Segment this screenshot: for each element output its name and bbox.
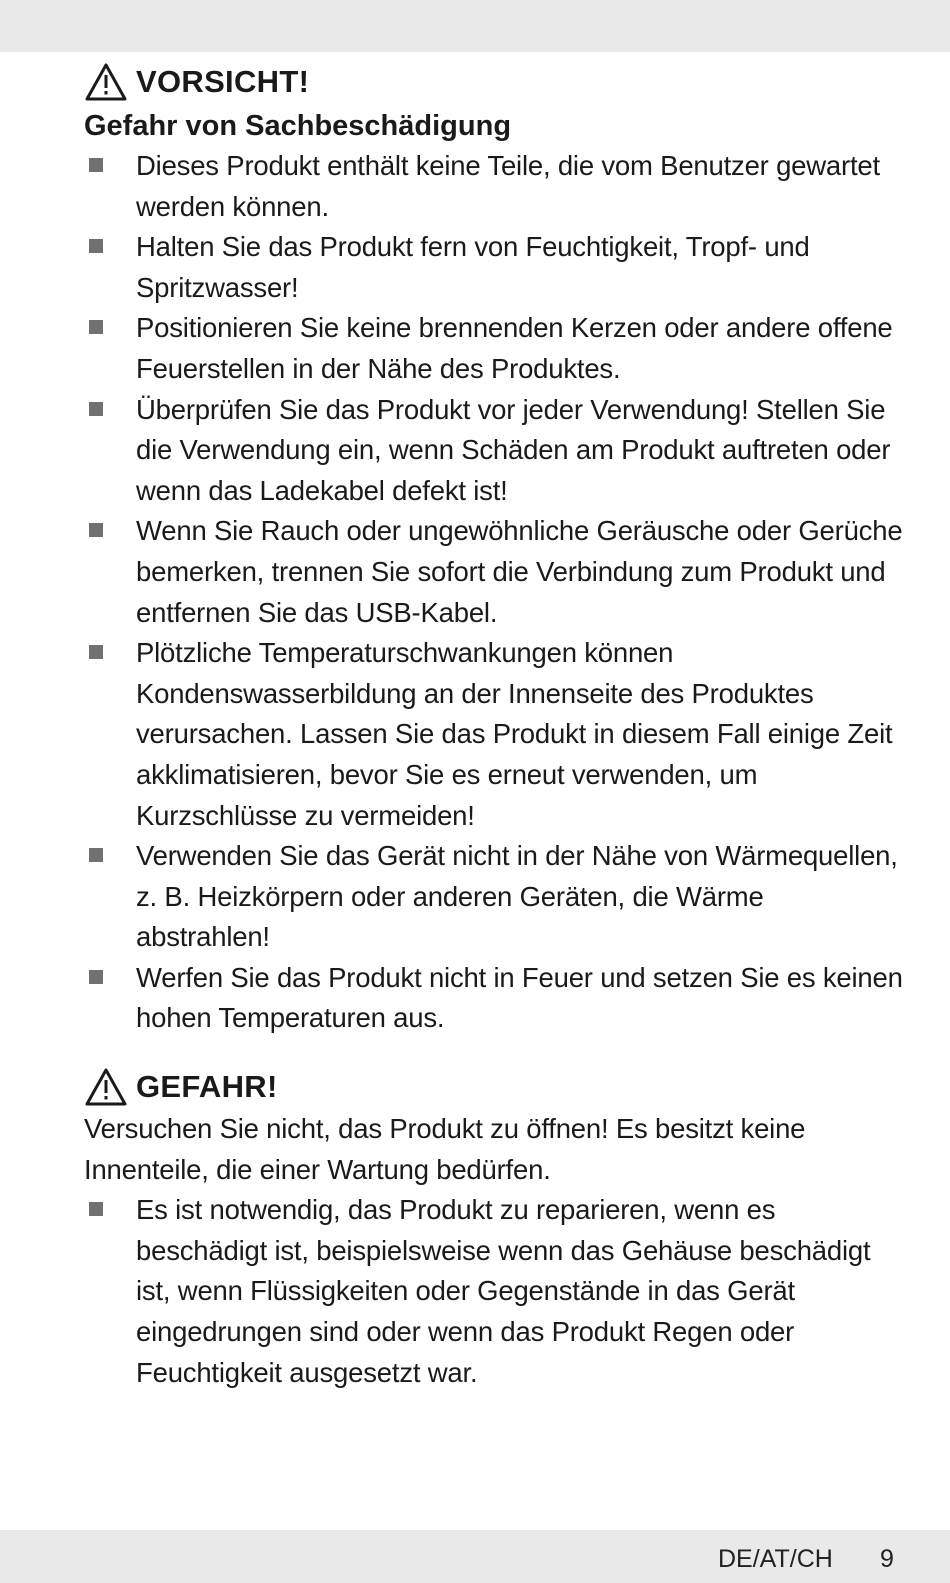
bullet-square-icon <box>89 1202 103 1216</box>
list-item-text: Dieses Produkt enthält keine Teile, die vom Benutzer gewartet werden können. <box>136 150 880 222</box>
danger-list <box>84 1190 904 1393</box>
warning-triangle-icon <box>84 62 128 102</box>
bullet-square-icon <box>89 320 103 334</box>
caution-subtitle: Gefahr von Sachbeschädigung <box>84 110 512 142</box>
list-item <box>84 1190 904 1393</box>
bullet-square-icon <box>89 523 103 537</box>
bullet-square-icon <box>89 970 103 984</box>
danger-intro: Versuchen Sie nicht, das Produkt zu öffnen! Es besitzt keine Innenteile, die einer Wartung bedürfen. <box>84 1113 806 1185</box>
list-item-text: Positionieren Sie keine brennenden Kerzen oder andere offene Feuerstellen in der Nähe des Produktes. <box>136 312 893 384</box>
list-item <box>84 227 904 308</box>
list-item <box>84 146 904 227</box>
list-item <box>84 633 904 836</box>
page-number: 9 <box>880 1545 894 1573</box>
list-item-text: Wenn Sie Rauch oder ungewöhnliche Geräusche oder Gerüche bemerken, trennen Sie sofort die Verbindung zum Produkt und entfernen Sie das USB-Kabel. <box>136 515 903 628</box>
top-band <box>0 0 950 52</box>
caution-list <box>84 146 904 1039</box>
caution-heading <box>84 60 904 104</box>
list-item <box>84 836 904 958</box>
bullet-square-icon <box>89 848 103 862</box>
section-spacer <box>84 1039 904 1065</box>
bullet-square-icon <box>89 402 103 416</box>
list-item <box>84 958 904 1039</box>
page-content <box>84 60 904 1393</box>
footer-region: DE/AT/CH <box>718 1545 833 1573</box>
bullet-square-icon <box>89 645 103 659</box>
list-item <box>84 308 904 389</box>
bullet-square-icon <box>89 239 103 253</box>
list-item-text: Halten Sie das Produkt fern von Feuchtigkeit, Tropf- und Spritzwasser! <box>136 231 810 303</box>
list-item-text: Verwenden Sie das Gerät nicht in der Nähe von Wärmequellen, z. B. Heizkörpern oder anderen Geräten, die Wärme abstrahlen! <box>136 840 898 953</box>
list-item <box>84 390 904 512</box>
danger-title: GEFAHR! <box>136 1069 278 1105</box>
danger-heading <box>84 1065 904 1109</box>
warning-triangle-icon <box>84 1067 128 1107</box>
list-item-text: Werfen Sie das Produkt nicht in Feuer und setzen Sie es keinen hohen Temperaturen aus. <box>136 961 903 1034</box>
bullet-square-icon <box>89 158 103 172</box>
list-item <box>84 511 904 633</box>
list-item-text: Plötzliche Temperaturschwankungen können Kondenswasserbildung an der Innenseite des Produktes verursachen. Lassen Sie das Produkt in diesem Fall einige Zeit akklimatisieren, bevor Sie es erneut verwenden, um Kurzschlüsse zu vermeiden! <box>136 637 893 831</box>
caution-title: VORSICHT! <box>136 64 310 99</box>
list-item-text: Es ist notwendig, das Produkt zu reparieren, wenn es beschädigt ist, beispielsweise wenn das Gehäuse beschädigt ist, wenn Flüssigkeiten oder Gegenstände in das Gerät eingedrungen sind oder wenn das Produkt Regen oder Feuchtigkeit ausgesetzt war. <box>136 1194 871 1388</box>
list-item-text: Überprüfen Sie das Produkt vor jeder Verwendung! Stellen Sie die Verwendung ein, wenn Schäden am Produkt auftreten oder wenn das Ladekabel defekt ist! <box>136 393 891 506</box>
